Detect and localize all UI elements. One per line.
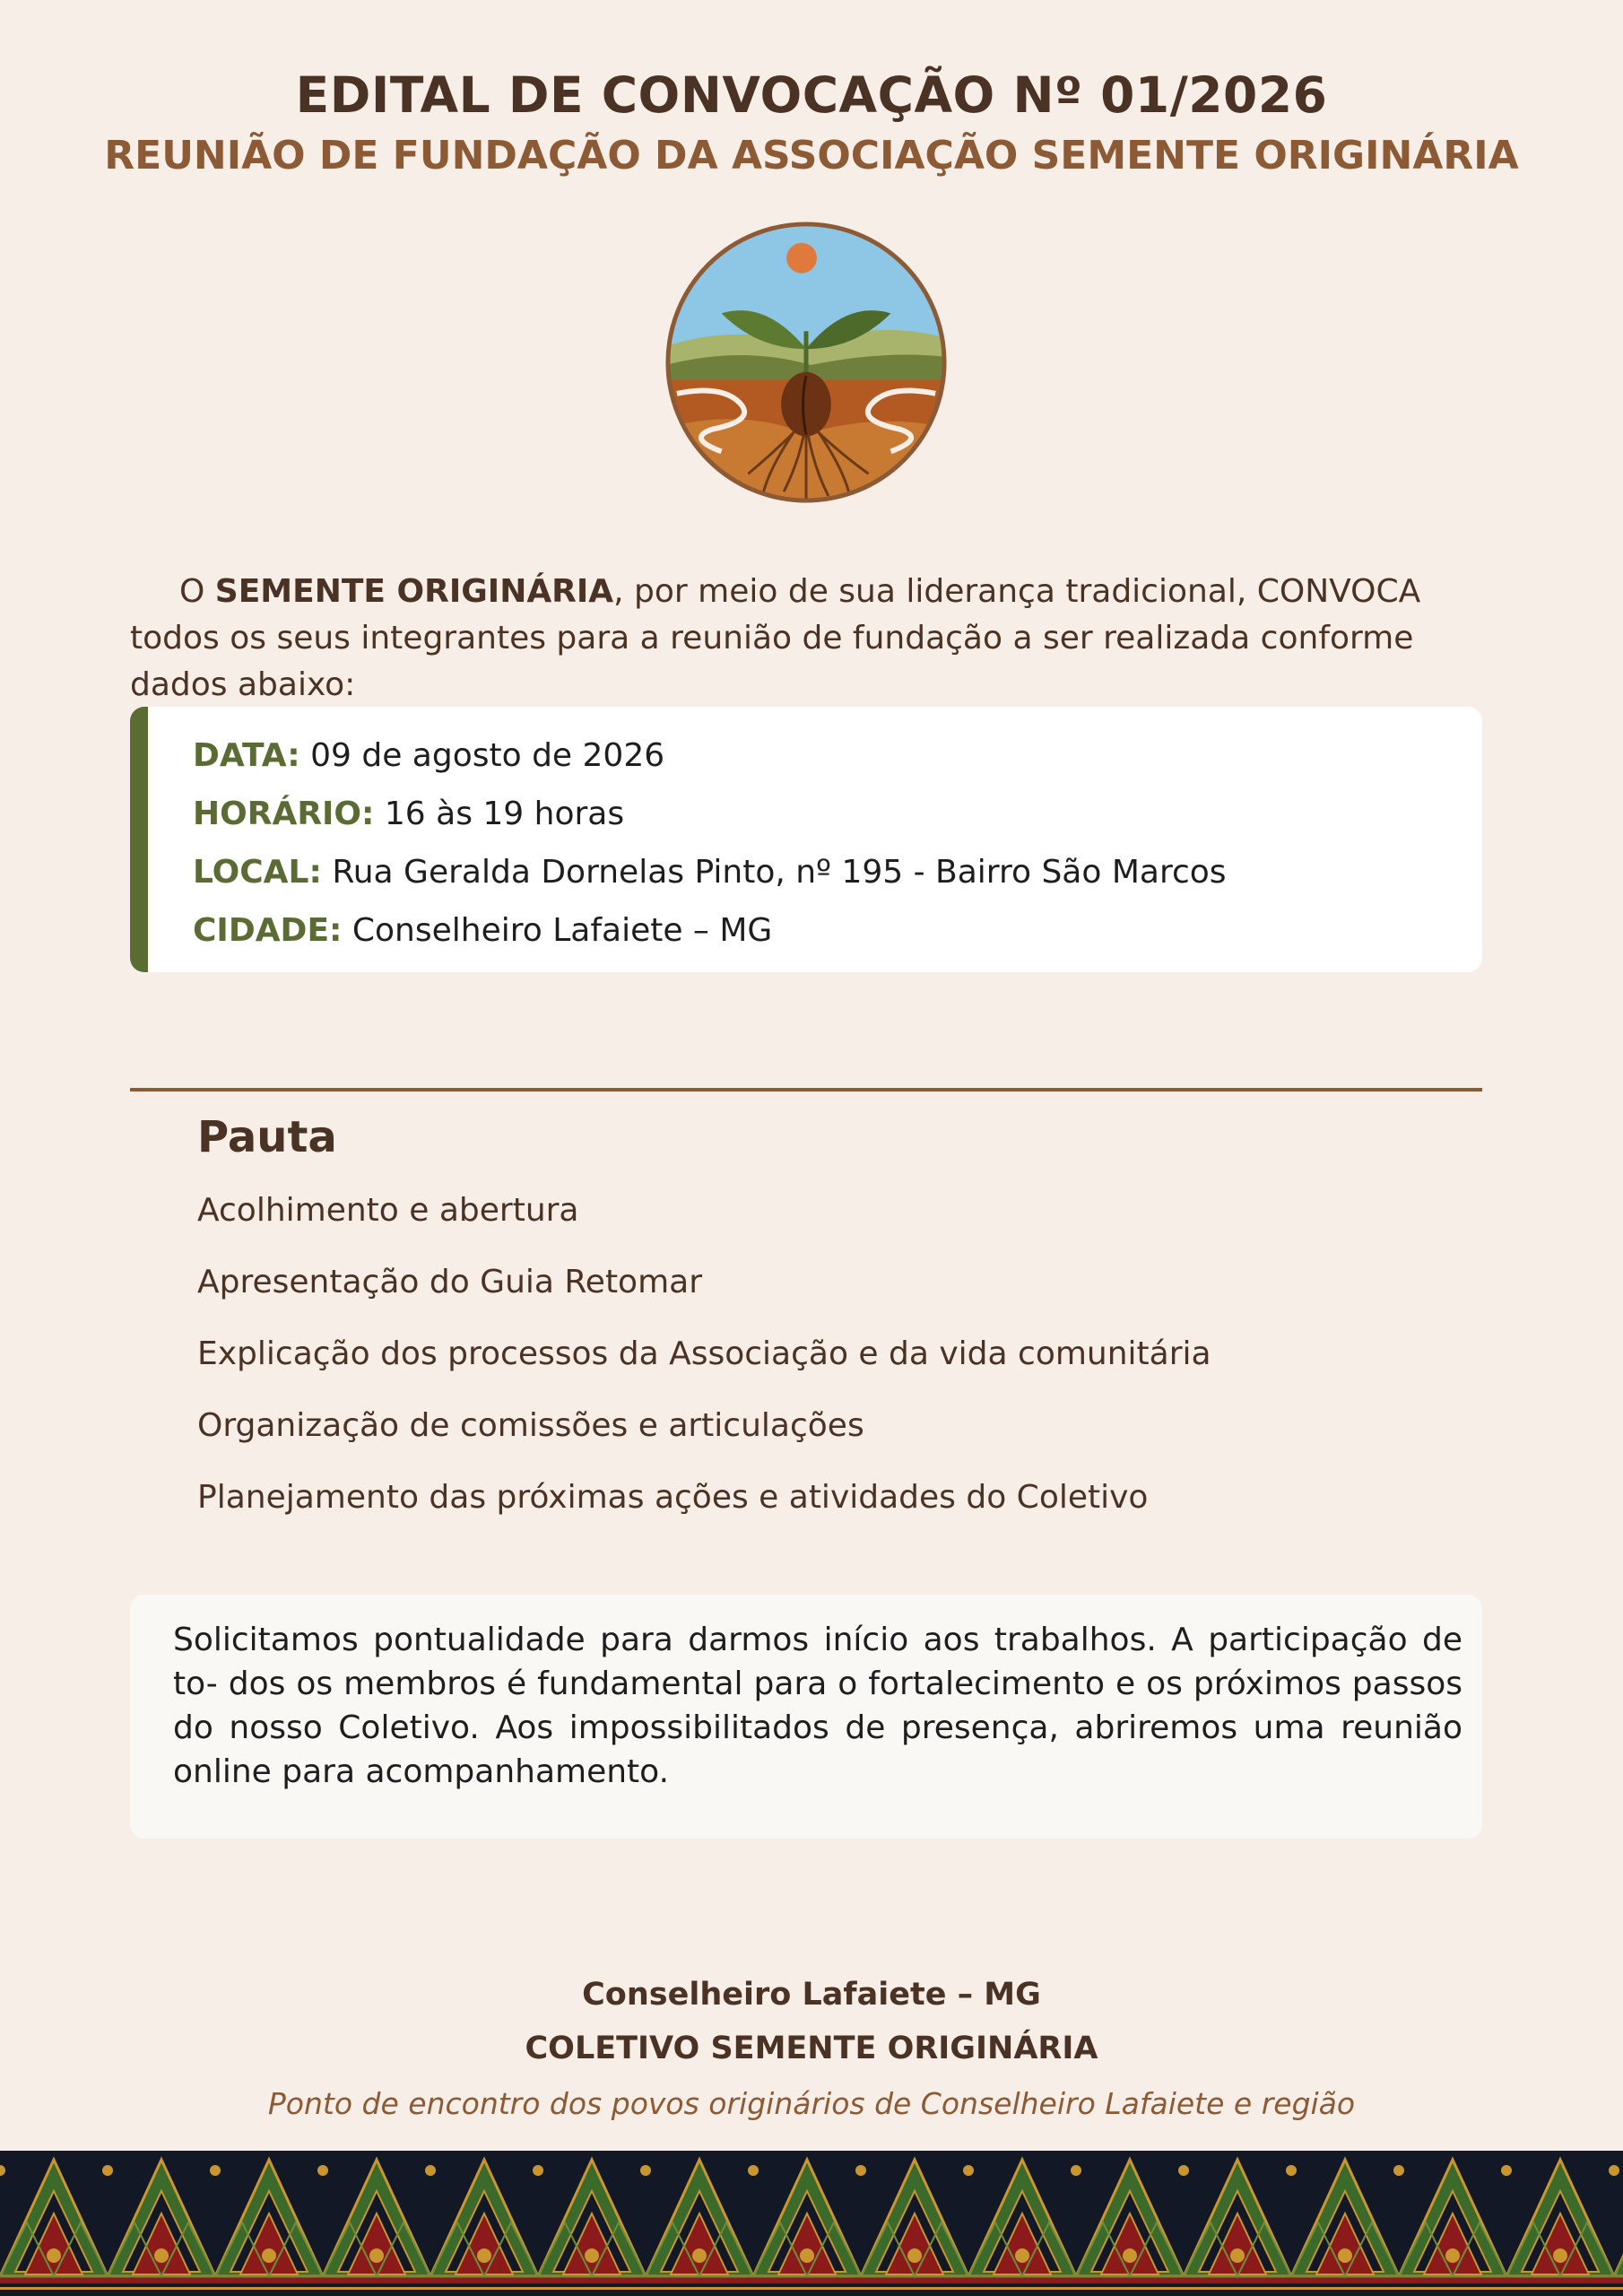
time-value: 16 às 19 horas [384, 796, 625, 832]
place-value: Rua Geralda Dornelas Pinto, nº 195 - Bairro São Marcos [332, 854, 1227, 891]
city-row [193, 901, 1482, 960]
meeting-info-card [130, 707, 1482, 972]
intro-text: , por meio de sua liderança tradicional, CONVOCA todos os seus integrantes para a reunião de fundação a ser realizada conforme dados abaixo: [130, 573, 1421, 703]
city-value: Conselheiro Lafaiete – MG [352, 912, 773, 949]
time-row [193, 785, 1482, 843]
document-subtitle: REUNIÃO DE FUNDAÇÃO DA ASSOCIAÇÃO SEMENTE ORIGINÁRIA [104, 133, 1519, 178]
sprout-seed-roots-icon [659, 213, 953, 511]
agenda-list [197, 1186, 1211, 1544]
place-row [193, 843, 1482, 901]
agenda-item: Explicação dos processos da Associação e da vida comunitária [197, 1335, 1211, 1372]
footer-city: Conselheiro Lafaiete – MG [582, 1977, 1041, 2013]
city-label: CIDADE: [193, 912, 343, 949]
date-label: DATA: [193, 737, 300, 774]
place-label: LOCAL: [193, 854, 322, 891]
intro-paragraph [130, 569, 1493, 709]
notice-box: Solicitamos pontualidade para darmos início aos trabalhos. A participação de to- dos os membros é fundamental para o fortalecimento e os próximos passos do nosso Coletivo. Aos impossibilitados de presença, abriremos uma reunião online para acompanhamento. [130, 1595, 1482, 1839]
time-label: HORÁRIO: [193, 796, 375, 832]
decorative-border-icon [0, 2151, 1623, 2296]
footer-org-name: COLETIVO SEMENTE ORIGINÁRIA [525, 2031, 1098, 2066]
section-divider [130, 1088, 1482, 1091]
agenda-title: Pauta [197, 1112, 337, 1162]
footer-tagline: Ponto de encontro dos povos originários de Conselheiro Lafaiete e região [267, 2086, 1356, 2121]
agenda-item: Planejamento das próximas ações e atividades do Coletivo [197, 1479, 1149, 1516]
document-title: EDITAL DE CONVOCAÇÃO Nº 01/2026 [295, 66, 1328, 124]
date-row [193, 726, 1482, 785]
agenda-item: Organização de comissões e articulações [197, 1407, 864, 1444]
intro-prefix: O [179, 573, 215, 610]
org-name: SEMENTE ORIGINÁRIA [214, 573, 614, 610]
agenda-item: Acolhimento e abertura [197, 1192, 579, 1229]
agenda-item: Apresentação do Guia Retomar [197, 1264, 703, 1300]
date-value: 09 de agosto de 2026 [310, 737, 665, 774]
